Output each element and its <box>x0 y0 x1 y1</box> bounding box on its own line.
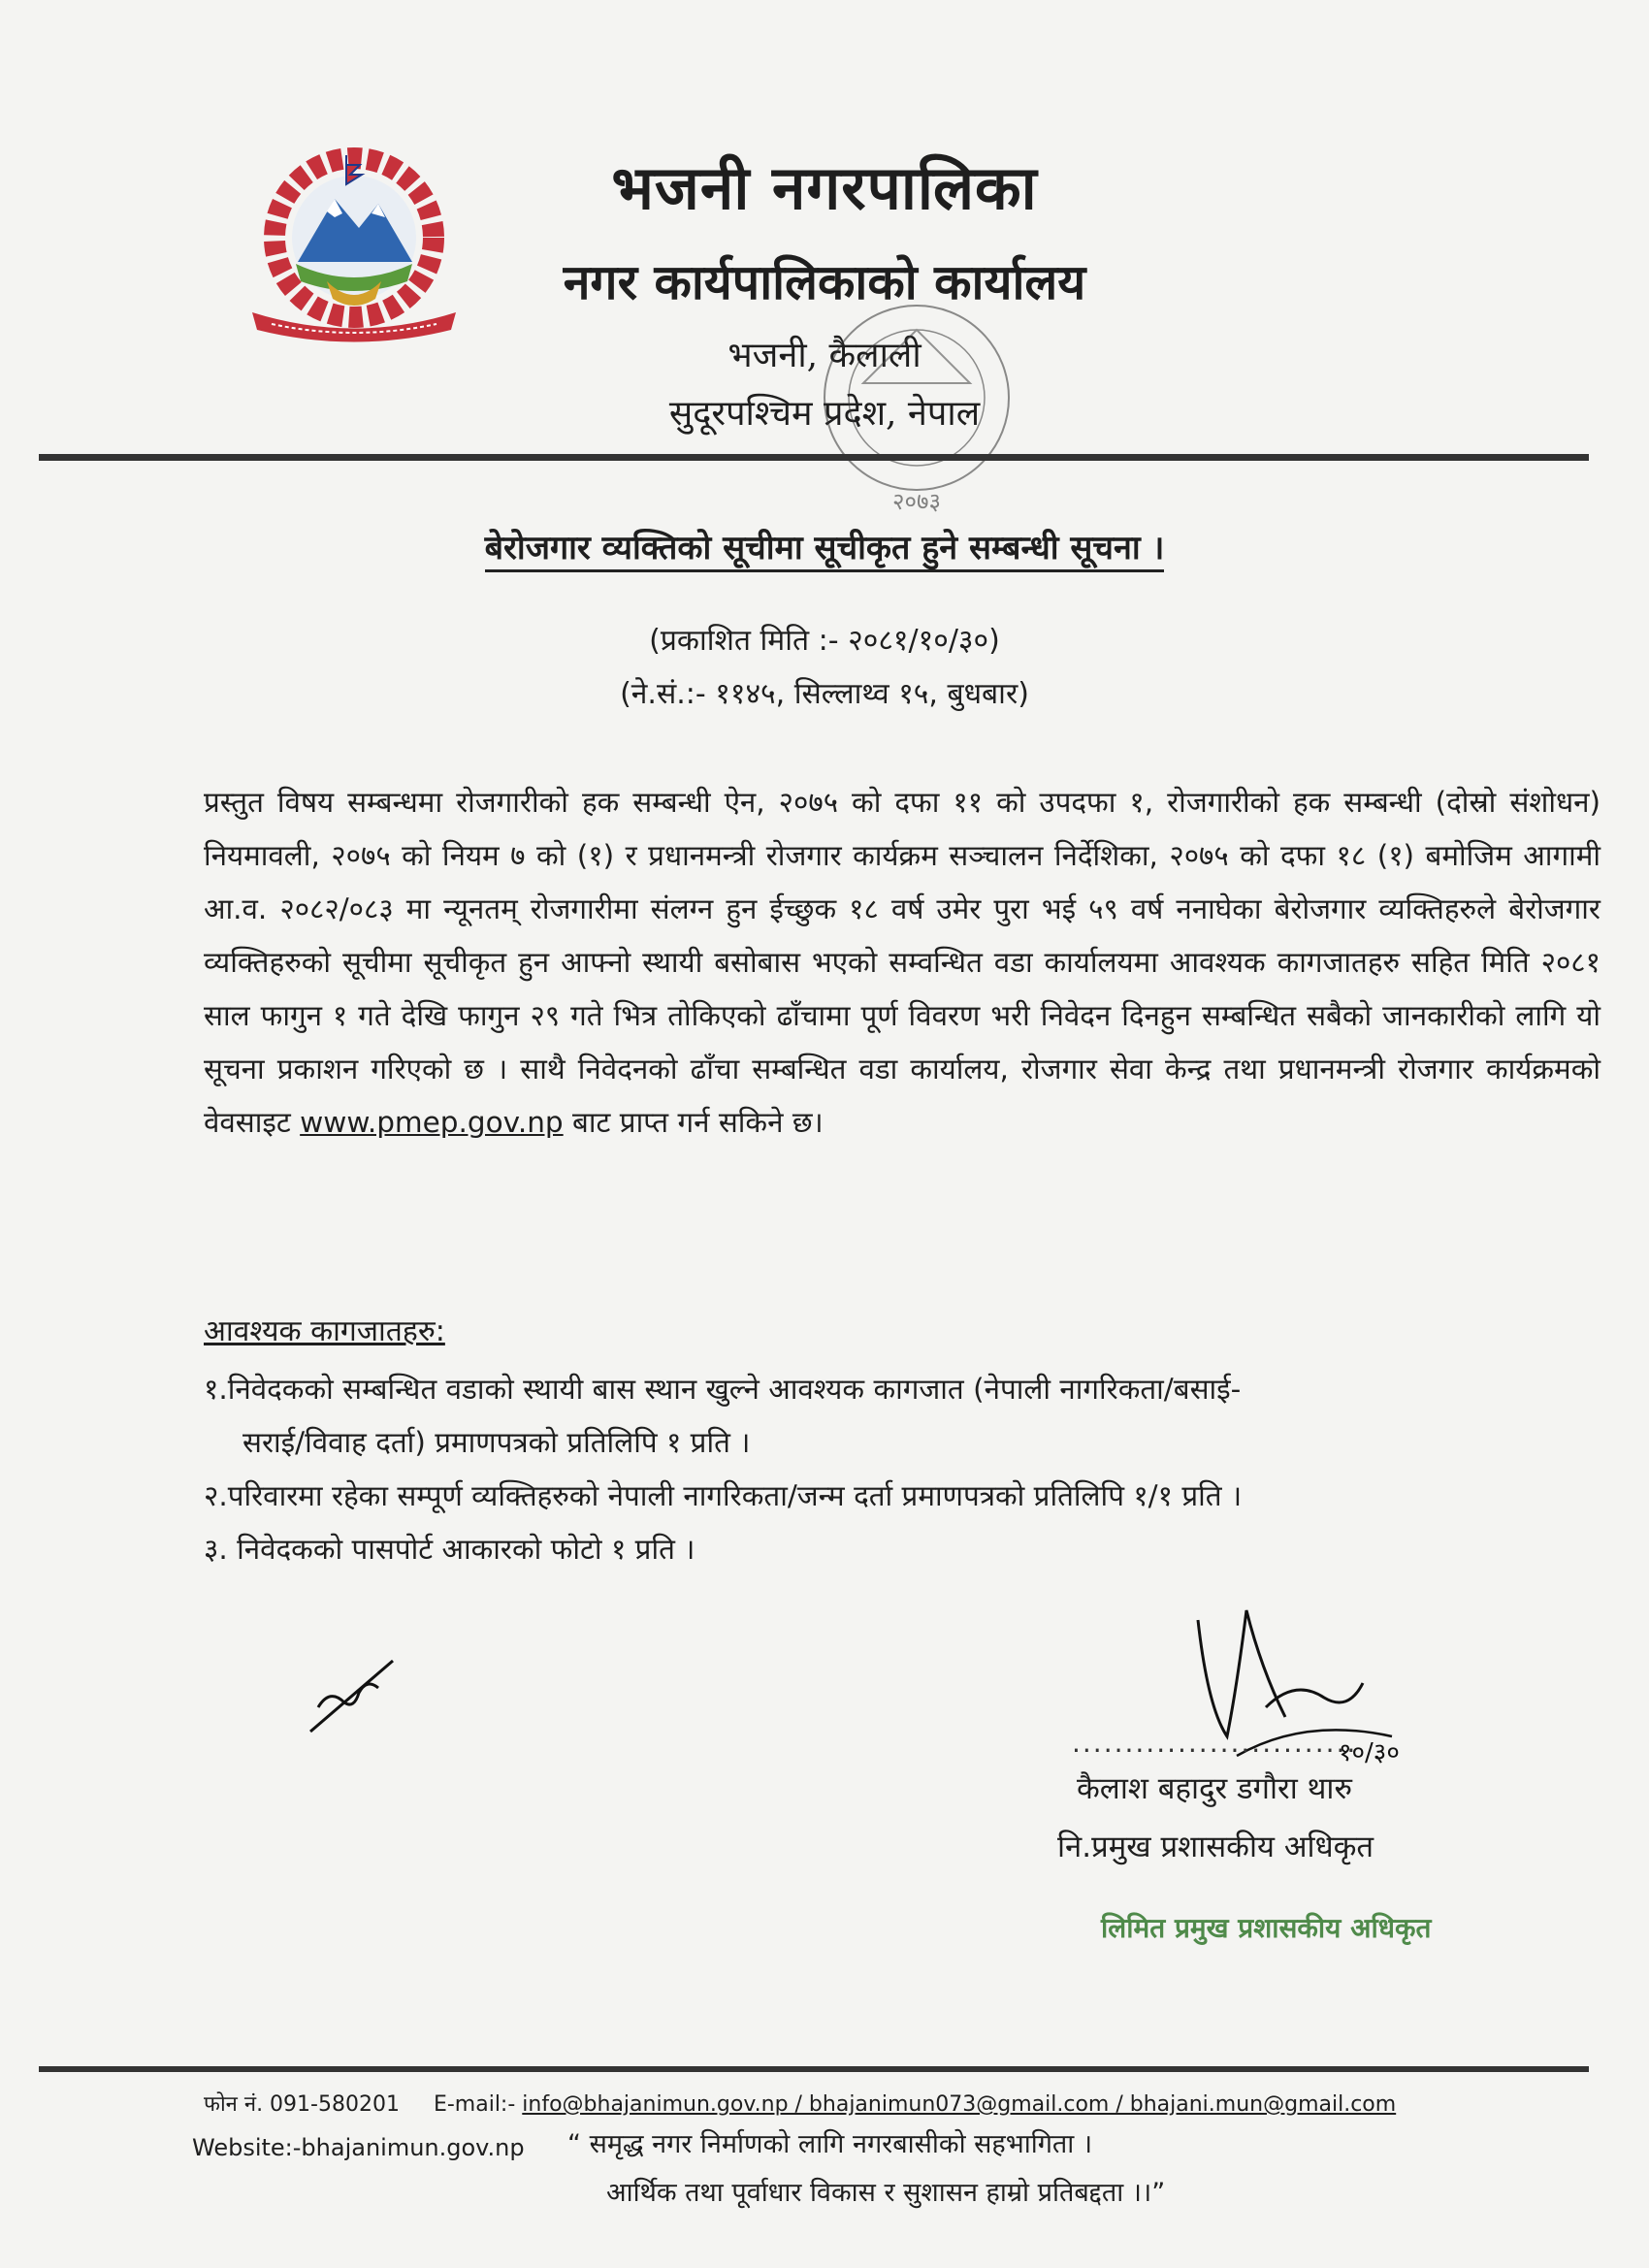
notice-body <box>204 776 1600 1150</box>
list-item: १.निवेदकको सम्बन्धित वडाको स्थायी बास स्थान खुल्ने आवश्यक कागजात (नेपाली नागरिकता/बसाई- <box>204 1373 1242 1406</box>
motto-line-2: आर्थिक तथा पूर्वाधार विकास र सुशासन हाम्रो प्रतिबद्दता ।।” <box>606 2178 1166 2208</box>
signature-dotted-line: ........................... <box>1072 1727 1358 1759</box>
phone-number: फोन नं. 091-580201 <box>204 2092 400 2117</box>
header-divider <box>39 454 1589 461</box>
requirements-heading: आवश्यक कागजातहरु: <box>204 1314 445 1348</box>
office-location: भजनी, कैलाली <box>728 336 922 375</box>
office-province: सुदूरपश्चिम प्रदेश, नेपाल <box>668 394 981 434</box>
notice-title: बेरोजगार व्यक्तिको सूचीमा सूचीकृत हुने सम्बन्धी सूचना । <box>0 524 1649 568</box>
signatory-post: नि.प्रमुख प्रशासकीय अधिकृत <box>1057 1830 1374 1864</box>
motto-line-1: “ समृद्ध नगर निर्माणको लागि नगरबासीको सहभागिता । <box>567 2129 1093 2159</box>
office-name: भजनी नगरपालिका <box>611 152 1038 223</box>
list-item: ३. निवेदकको पासपोर्ट आकारको फोटो १ प्रति । <box>204 1533 695 1566</box>
requirements-list <box>204 1363 1600 1576</box>
footer-divider <box>39 2066 1589 2072</box>
footer-contact <box>204 2089 1396 2118</box>
initials-signature-icon <box>301 1649 407 1736</box>
published-date: (प्रकाशित मिति :- २०८१/१०/३०) <box>649 624 1000 658</box>
svg-text:१०/३०: १०/३० <box>1339 1738 1400 1767</box>
nepal-sambat-date: (ने.सं.:- ११४५, सिल्लाथ्व १५, बुधबार) <box>620 677 1029 711</box>
signatory-name: कैलाश बहादुर डगौरा थारु <box>1077 1771 1352 1806</box>
body-text-end: बाट प्राप्त गर्न सकिने छ। <box>572 1106 824 1139</box>
list-item: २.परिवारमा रहेका सम्पूर्ण व्यक्तिहरुको नेपाली नागरिकता/जन्म दर्ता प्रमाणपत्रको प्रतिलिपि १/१ प्रति । <box>204 1479 1243 1512</box>
body-text: प्रस्तुत विषय सम्बन्धमा रोजगारीको हक सम्बन्धी ऐन, २०७५ को दफा ११ को उपदफा १, रोजगारीको हक सम्बन्धी (दोस्रो संशोधन) नियमावली, २०७५ को नियम ७ को (१) र प्रधानमन्त्री रोजगार कार्यक्रम सञ्चालन निर्देशिका, २०७५ को दफा १८ (१) बमोजिम आगामी आ.व. २०८२/०८३ मा न्यूनतम् रोजगारीमा संलग्न हुन ईच्छुक १८ वर्ष उमेर पुरा भई ५९ वर्ष ननाघेका बेरोजगार व्यक्तिहरुले बेरोजगार व्यक्तिहरुको सूचीमा सूचीकृत हुन आफ्नो स्थायी बसोबास भएको सम्वन्धित वडा कार्यालयमा आवश्यक कागजातहरु सहित मिति २०८१ साल फागुन १ गते देखि फागुन २९ गते भित्र तोकिएको ढाँचामा पूर्ण विवरण भरी निवेदन दिनहुन सम्बन्धित सबैको जानकारीको लागि यो सूचना प्रकाशन गरिएको छ । साथै निवेदनको ढाँचा सम्बन्धित वडा कार्यालय, रोजगार सेवा केन्द्र तथा प्रधानमन्त्री रोजगार कार्यक्रमको वेवसाइट <box>204 786 1600 1139</box>
office-seal-icon <box>795 291 1048 524</box>
designation-stamp: लिमित प्रमुख प्रशासकीय अधिकृत <box>1101 1912 1432 1944</box>
footer-website[interactable]: Website:-bhajanimun.gov.np <box>192 2134 525 2161</box>
office-subtitle: नगर कार्यपालिकाको कार्यालय <box>563 253 1086 310</box>
email-addresses[interactable]: info@bhajanimun.gov.np / bhajanimun073@gmail.com / bhajani.mun@gmail.com <box>522 2092 1397 2117</box>
svg-text:२०७३: २०७३ <box>892 488 941 515</box>
list-item: सराई/विवाह दर्ता) प्रमाणपत्रको प्रतिलिपि १ प्रति । <box>242 1426 751 1459</box>
pmep-website-link[interactable]: www.pmep.gov.np <box>300 1106 564 1139</box>
email-label: E-mail:- <box>433 2092 516 2117</box>
